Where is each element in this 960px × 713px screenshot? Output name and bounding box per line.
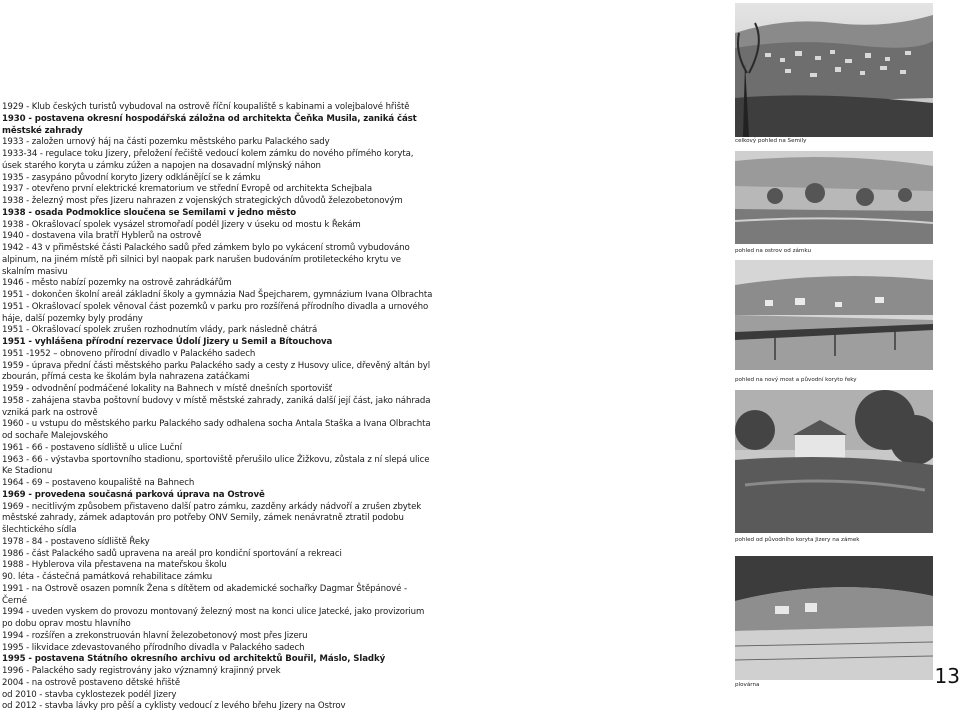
caption-3: pohled na nový most a původní koryto řeky	[735, 377, 857, 383]
timeline-entry: 1995 - likvidace zdevastovaného přírodního divadla v Palackého sadech	[2, 642, 305, 653]
timeline-entry: 1937 - otevřeno první elektrické krematorium ve střední Evropě od architekta Schejbala	[2, 184, 373, 195]
photo-swimming-area	[735, 556, 933, 680]
town-panorama-image	[735, 3, 933, 137]
photo-island-view	[735, 151, 933, 244]
bridge-image	[735, 260, 933, 370]
timeline-text	[2, 102, 434, 713]
timeline-entry: 1951 - Okrašlovací spolek zrušen rozhodnutím vlády, park následně chátrá	[2, 325, 318, 336]
timeline-entry: 1958 - zahájena stavba poštovní budovy v místě městské zahrady, zaniká další její část, jako náhrada vzniká park na ostrově	[2, 395, 431, 418]
timeline-entry: 1959 - úprava přední části městského parku Palackého sady a cesty z Husovy ulice, dřevěný altán byl zbourán, přímá cesta ke školám byla nahrazena zatáčkami	[2, 360, 431, 383]
timeline-entry: 1996 - Palackého sady registrovány jako významný krajinný prvek	[2, 666, 281, 676]
timeline-entry: 1951 - vyhlášena přírodní rezervace Údolí Jizery u Semil a Bítouchova	[2, 337, 333, 347]
timeline-entry: 1969 - provedena současná parková úprava na Ostrově	[2, 489, 265, 500]
photo-town-panorama	[735, 3, 933, 137]
photo-chateau	[735, 390, 933, 533]
timeline-entry: 1994 - rozšířen a zrekonstruován hlavní železobetonový most přes Jizeru	[2, 630, 308, 641]
timeline-entry: 1929 - Klub českých turistů vybudoval na ostrově říční koupaliště s kabinami a volejbalové hřiště	[2, 102, 410, 112]
timeline-entry: 1930 - postavena okresní hospodářská záložna od architekta Čeňka Musila, zaniká část městské zahrady	[2, 113, 417, 136]
timeline-entry: 1938 - železný most přes Jizeru nahrazen z vojenských strategických důvodů železobetonovým	[2, 196, 403, 206]
timeline-entry: 1951 - dokončen školní areál základní školy a gymnázia Nad Špejcharem, gymnázium Ivana Olbrachta	[2, 290, 433, 300]
page-number: 13	[934, 664, 960, 688]
caption-1: celkový pohled na Semily	[735, 138, 807, 144]
timeline-entry: 1938 - Okrašlovací spolek vysázel stromořadí podél Jizery v úseku od mostu k Řekám	[2, 219, 361, 230]
timeline-entry: 1946 - město nabízí pozemky na ostrově zahrádkářům	[2, 278, 232, 289]
timeline-entry: 1940 - dostavena vila bratří Hyblerů na ostrově	[2, 231, 202, 242]
timeline-entry: 1959 - odvodnění podmáčené lokality na Bahnech v místě dnešních sportovišť	[2, 384, 333, 394]
timeline-entry: od 2010 - stavba cyklostezek podél Jizery	[2, 689, 177, 700]
timeline-entry: 1961 - 66 - postaveno sídliště u ulice Luční	[2, 442, 182, 453]
timeline-entry: 1969 - necitlivým způsobem přistaveno další patro zámku, zazděny arkády nádvoří a zrušen zbytek městské zahrady, zámek adaptován pro potřeby ONV Semily, zámek nenávratně ztratil podobu šlechtického sídla	[2, 501, 422, 535]
timeline-entry: od 2012 - stavba lávky pro pěší a cyklisty vedoucí z levého břehu Jizery na Ostrov	[2, 701, 346, 712]
island-view-image	[735, 151, 933, 244]
timeline-entry: 1960 - u vstupu do městského parku Palackého sady odhalena socha Antala Staška a Ivana Olbrachta od sochaře Malejovského	[2, 419, 431, 441]
timeline-entry: 1986 - část Palackého sadů upravena na areál pro kondiční sportování a rekreaci	[2, 548, 342, 559]
chateau-image	[735, 390, 933, 533]
timeline-entry: 1933 - založen urnový háj na části pozemku městského parku Palackého sady	[2, 137, 330, 148]
timeline-entry: 1951 - Okrašlovací spolek věnoval část pozemků v parku pro rozšířená přírodního divadla a urnového háje, další pozemky byly prodány	[2, 301, 429, 324]
timeline-entry: 1988 - Hyblerova vila přestavena na mateřskou školu	[2, 560, 227, 571]
timeline-entry: 1964 - 69 – postaveno koupaliště na Bahnech	[2, 478, 195, 488]
swimming-area-image	[735, 556, 933, 680]
caption-2: pohled na ostrov od zámku	[735, 248, 811, 254]
timeline-entry: 1978 - 84 - postaveno sídliště Řeky	[2, 536, 150, 547]
timeline-entry: 1951 -1952 – obnoveno přírodní divadlo v Palackého sadech	[2, 348, 256, 359]
timeline-entry: 2004 - na ostrově postaveno dětské hřiště	[2, 677, 181, 688]
timeline-entry: 1938 - osada Podmoklice sloučena se Semilami v jedno město	[2, 207, 297, 218]
timeline-entry: 90. léta - částečná památková rehabilitace zámku	[2, 572, 213, 582]
timeline-entry: 1963 - 66 - výstavba sportovního stadionu, sportoviště přerušilo ulice Žižkovu, zůstala z ní slepá ulice Ke Stadionu	[2, 454, 430, 477]
timeline-entry: 1991 - na Ostrově osazen pomník Žena s dítětem od akademické sochařky Dagmar Štěpánové - Černé	[2, 583, 407, 606]
timeline-entry: 1935 - zasypáno původní koryto Jizery odklánějící se k zámku	[2, 172, 261, 183]
caption-4: pohled od původního koryta Jizery na zámek	[735, 537, 860, 543]
timeline-entry: 1942 - 43 v přiměstské části Palackého sadů před zámkem bylo po vykácení stromů vybudováno alpinum, na jiném místě při silnici byl naopak park narušen budováním protileteckého krytu ve skalním masivu	[2, 243, 410, 277]
timeline-entry: 1994 - uveden vyskem do provozu montovaný železný most na konci ulice Jatecké, jako provizorium po dobu oprav mostu hlavního	[2, 607, 425, 629]
timeline-entry: 1995 - postavena Státního okresního archivu od architektů Bouřil, Máslo, Sladký	[2, 654, 386, 665]
photo-bridge	[735, 260, 933, 370]
timeline-entry: 1933-34 - regulace toku Jizery, přeložení řečiště vedoucí kolem zámku do nového přímého koryta, úsek starého koryta u zámku zúžen a napojen na dosavadní mlýnský náhon	[2, 149, 414, 171]
caption-5: plovárna	[735, 682, 760, 688]
